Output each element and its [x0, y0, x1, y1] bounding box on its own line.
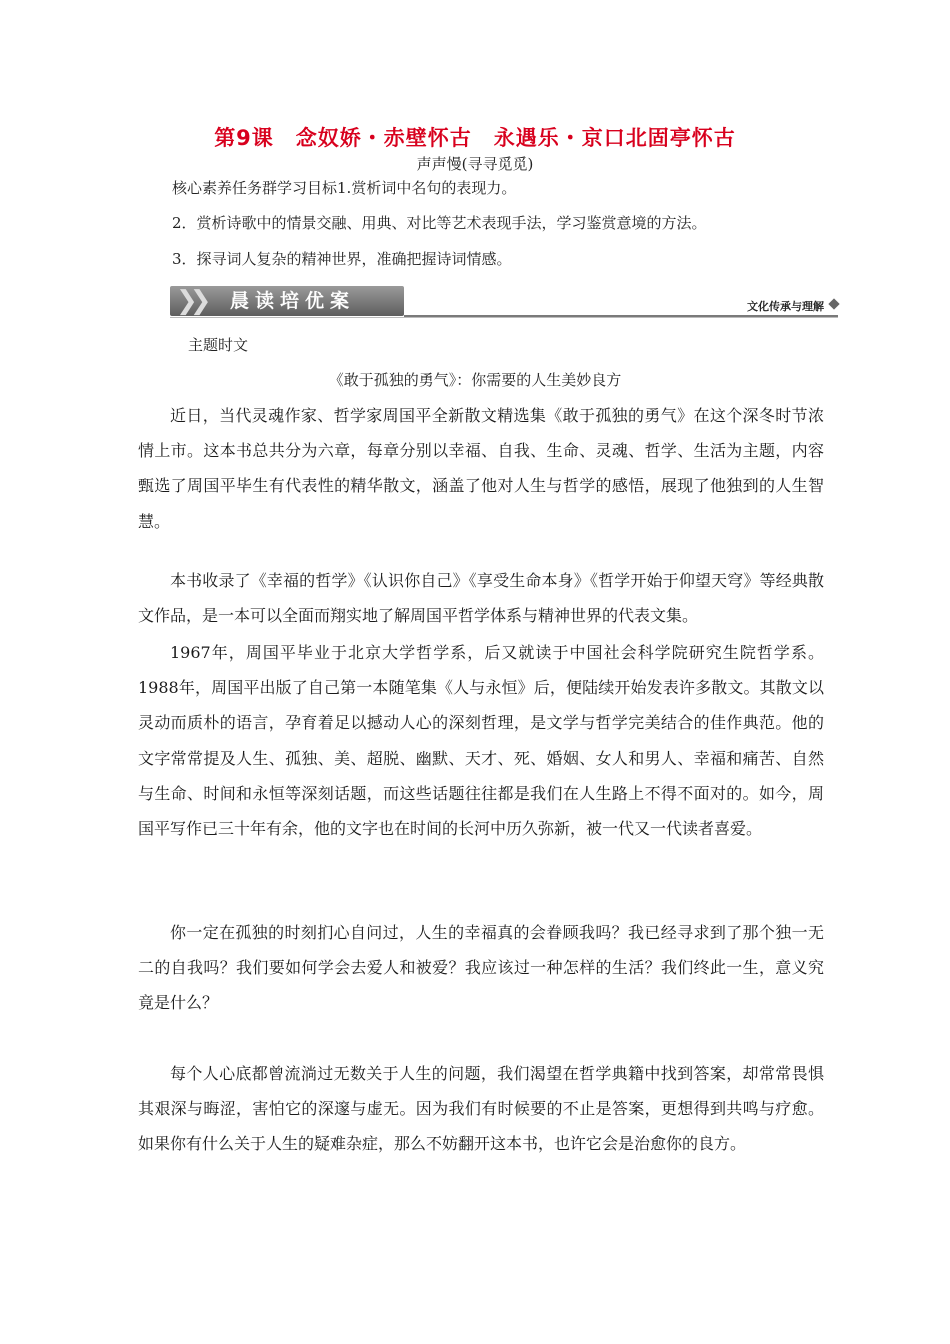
article-paragraph-3: 1967年，周国平毕业于北京大学哲学系，后又就读于中国社会科学院研究生院哲学系。1988年，周国平出版了自己第一本随笔集《人与永恒》后，便陆续开始发表许多散文。其散文以灵动而质朴的语言，孕育着足以撼动人心的深刻哲理，是文学与哲学完美结合的佳作典范。他的文字常常提及人生、孤独、美、超脱、幽默、天才、死、婚姻、女人和男人、幸福和痛苦、自然与生命、时间和永恒等深刻话题，而这些话题往往都是我们在人生路上不得不面对的。如今，周国平写作已三十年有余，他的文字也在时间的长河中历久弥新，被一代又一代读者喜爱。 — [138, 643, 824, 839]
article-paragraph-5: 每个人心底都曾流淌过无数关于人生的问题，我们渴望在哲学典籍中找到答案，却常常畏惧其艰深与晦涩，害怕它的深邃与虚无。因为我们有时候要的不止是答案，更想得到共鸣与疗愈。如果你有什么关于人生的疑难杂症，那么不妨翻开这本书，也许它会是治愈你的良方。 — [138, 1064, 824, 1154]
learning-goal-2: 2．赏析诗歌中的情景交融、用典、对比等艺术表现手法，学习鉴赏意境的方法。 — [172, 214, 707, 232]
article-title: 《敢于孤独的勇气》：你需要的人生美妙良方 — [328, 371, 622, 389]
article-paragraph-1: 近日，当代灵魂作家、哲学家周国平全新散文精选集《敢于孤独的勇气》在这个深冬时节浓情上市。这本书总共分为六章，每章分别以幸福、自我、生命、灵魂、哲学、生活为主题，内容甄选了周国平毕生有代表性的精华散文，涵盖了他对人生与哲学的感悟，展现了他独到的人生智慧。 — [138, 406, 824, 531]
lesson-title: 第9课 念奴娇・赤壁怀古 永遇乐・京口北固亭怀古 — [214, 126, 736, 150]
lesson-subtitle: 声声慢(寻寻觅觅) — [416, 155, 534, 173]
learning-goal-1: 核心素养任务群学习目标1.赏析词中名句的表现力。 — [172, 179, 517, 197]
banner-category: 文化传承与理解 — [747, 300, 824, 313]
banner-divider-thin — [170, 317, 838, 318]
section-label: 主题时文 — [188, 336, 249, 354]
section-banner — [170, 286, 838, 318]
learning-goal-3: 3．探寻词人复杂的精神世界，准确把握诗词情感。 — [172, 250, 512, 268]
article-paragraph-4: 你一定在孤独的时刻扪心自问过，人生的幸福真的会眷顾我吗？我已经寻求到了那个独一无二的自我吗？我们要如何学会去爱人和被爱？我应该过一种怎样的生活？我们终此一生，意义究竟是什么？ — [138, 923, 824, 1013]
chevron-right-icon: ❯❯ — [176, 286, 204, 316]
banner-label: 晨读培优案 — [230, 290, 356, 312]
diamond-icon — [828, 298, 839, 309]
article-paragraph-2: 本书收录了《幸福的哲学》《认识你自己》《享受生命本身》《哲学开始于仰望天穹》等经典散文作品，是一本可以全面而翔实地了解周国平哲学体系与精神世界的代表文集。 — [138, 571, 824, 626]
